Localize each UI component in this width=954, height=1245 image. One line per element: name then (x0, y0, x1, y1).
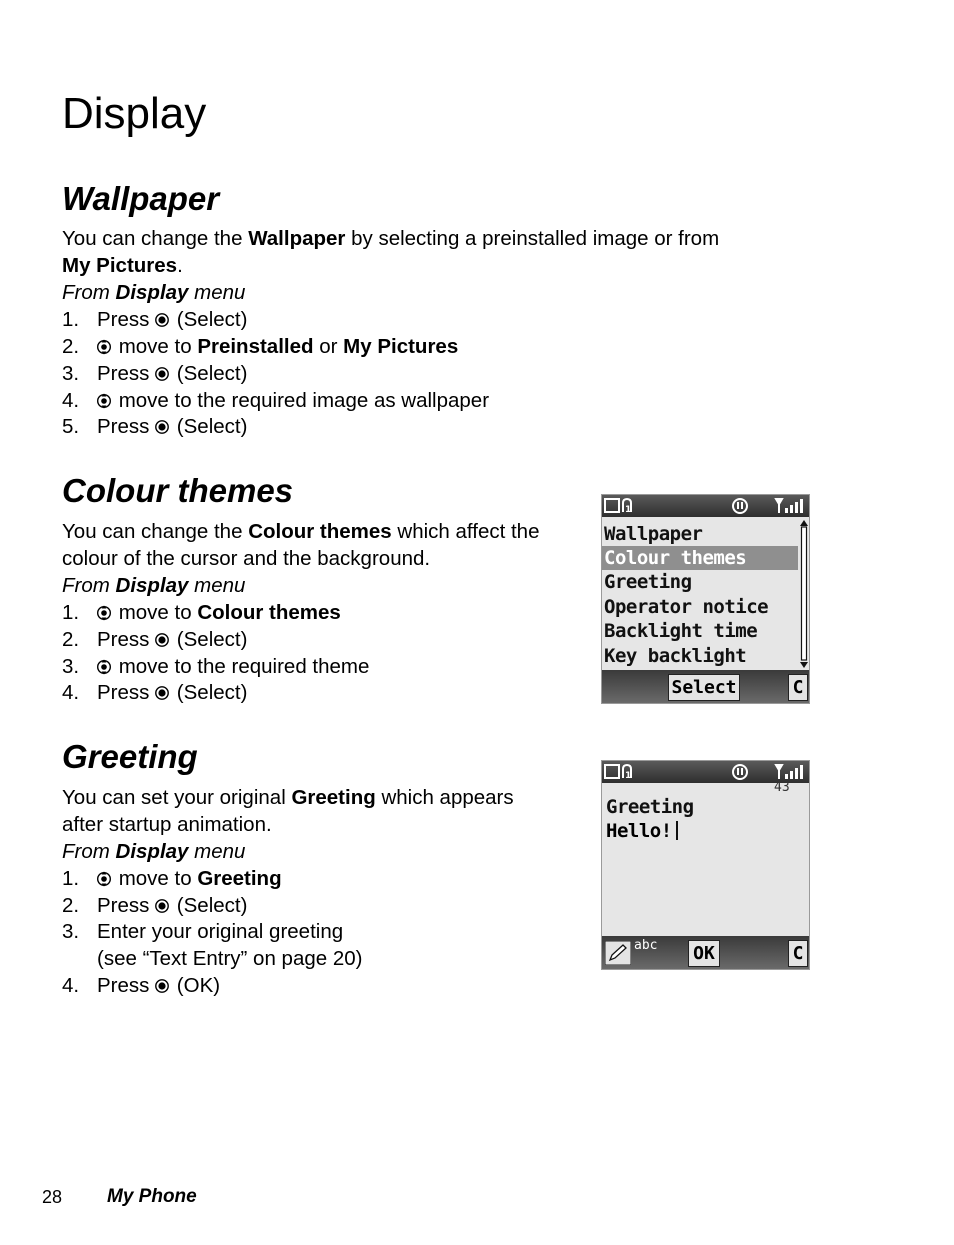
greeting-text-input[interactable] (606, 819, 678, 843)
colour-themes-step-4: Press (Select) (97, 681, 248, 704)
colour-themes-intro-line-1: You can change the Colour themes which affect the (62, 520, 540, 543)
page-title: Display (62, 89, 207, 138)
chapter-title: My Phone (107, 1186, 197, 1207)
wallpaper-intro-line-2: My Pictures. (62, 254, 183, 277)
select-key-icon (155, 979, 169, 993)
menu-item-greeting[interactable]: Greeting (604, 571, 692, 593)
wallpaper-step-4: move to the required image as wallpaper (97, 387, 489, 414)
wallpaper-step-1: Press (Select) (97, 308, 248, 331)
colour-themes-from-menu: From Display menu (62, 574, 246, 597)
navigation-key-icon (97, 339, 111, 355)
step-number: 3. (62, 655, 80, 678)
wallpaper-from-menu: From Display menu (62, 281, 246, 304)
wallpaper-heading: Wallpaper (62, 180, 220, 217)
svg-text:1: 1 (625, 505, 632, 515)
clear-softkey[interactable]: C (788, 940, 808, 967)
select-key-icon (155, 899, 169, 913)
step-number: 2. (62, 335, 80, 358)
select-key-icon (155, 420, 169, 434)
select-key-icon (155, 633, 169, 647)
phone-screen-display-menu (601, 494, 810, 704)
step-number: 4. (62, 389, 80, 412)
softkey-bar (602, 670, 809, 703)
step-number: 2. (62, 628, 80, 651)
greeting-intro-line-1: You can set your original Greeting which appears (62, 786, 514, 809)
step-number: 2. (62, 894, 80, 917)
status-bar (602, 495, 809, 517)
ok-softkey[interactable]: OK (688, 940, 720, 967)
menu-item-key-backlight[interactable]: Key backlight (604, 645, 747, 667)
navigation-key-icon (97, 605, 111, 621)
greeting-editor-title: Greeting (606, 796, 694, 818)
softkey-bar (602, 936, 809, 969)
navigation-key-icon (97, 871, 111, 887)
greeting-text-value: Hello! (606, 820, 672, 842)
greeting-step-3: Enter your original greeting (97, 920, 344, 943)
menu-item-wallpaper[interactable]: Wallpaper (604, 523, 703, 545)
menu-item-backlight-time[interactable]: Backlight time (604, 620, 758, 642)
colour-themes-heading: Colour themes (62, 472, 294, 509)
step-number: 5. (62, 415, 80, 438)
wallpaper-intro-line-1: You can change the Wallpaper by selecting a preinstalled image or from (62, 227, 720, 250)
clear-softkey[interactable]: C (788, 674, 808, 701)
phone-screen-greeting-editor (601, 760, 810, 970)
page-number: 28 (42, 1187, 63, 1207)
select-key-icon (155, 367, 169, 381)
greeting-step-1: move to Greeting (97, 865, 282, 892)
step-number: 1. (62, 867, 80, 890)
svg-text:1: 1 (625, 771, 632, 781)
text-cursor (676, 821, 678, 840)
greeting-from-menu: From Display menu (62, 840, 246, 863)
character-count: 43 (774, 780, 790, 795)
greeting-step-3-continued: (see “Text Entry” on page 20) (97, 947, 363, 970)
wallpaper-step-5: Press (Select) (97, 415, 248, 438)
status-icons (602, 495, 809, 517)
colour-themes-step-3: move to the required theme (97, 653, 369, 680)
step-number: 1. (62, 601, 80, 624)
greeting-step-4: Press (OK) (97, 974, 221, 997)
select-key-icon (155, 686, 169, 700)
step-number: 3. (62, 362, 80, 385)
select-key-icon (155, 313, 169, 327)
pencil-icon[interactable] (605, 941, 631, 965)
navigation-key-icon (97, 659, 111, 675)
scrollbar[interactable] (800, 520, 808, 668)
navigation-key-icon (97, 393, 111, 409)
greeting-step-2: Press (Select) (97, 894, 248, 917)
step-number: 4. (62, 974, 80, 997)
menu-item-operator-notice[interactable]: Operator notice (604, 596, 769, 618)
colour-themes-intro-line-2: colour of the cursor and the background. (62, 547, 431, 570)
greeting-heading: Greeting (62, 738, 198, 775)
colour-themes-step-1: move to Colour themes (97, 599, 341, 626)
menu-item-colour-themes[interactable]: Colour themes (604, 547, 747, 569)
step-number: 1. (62, 308, 80, 331)
select-softkey[interactable]: Select (668, 674, 740, 701)
input-mode-label: abc (634, 938, 658, 953)
wallpaper-step-3: Press (Select) (97, 362, 248, 385)
greeting-intro-line-2: after startup animation. (62, 813, 272, 836)
wallpaper-step-2: move to Preinstalled or My Pictures (97, 333, 458, 360)
step-number: 4. (62, 681, 80, 704)
colour-themes-step-2: Press (Select) (97, 628, 248, 651)
step-number: 3. (62, 920, 80, 943)
